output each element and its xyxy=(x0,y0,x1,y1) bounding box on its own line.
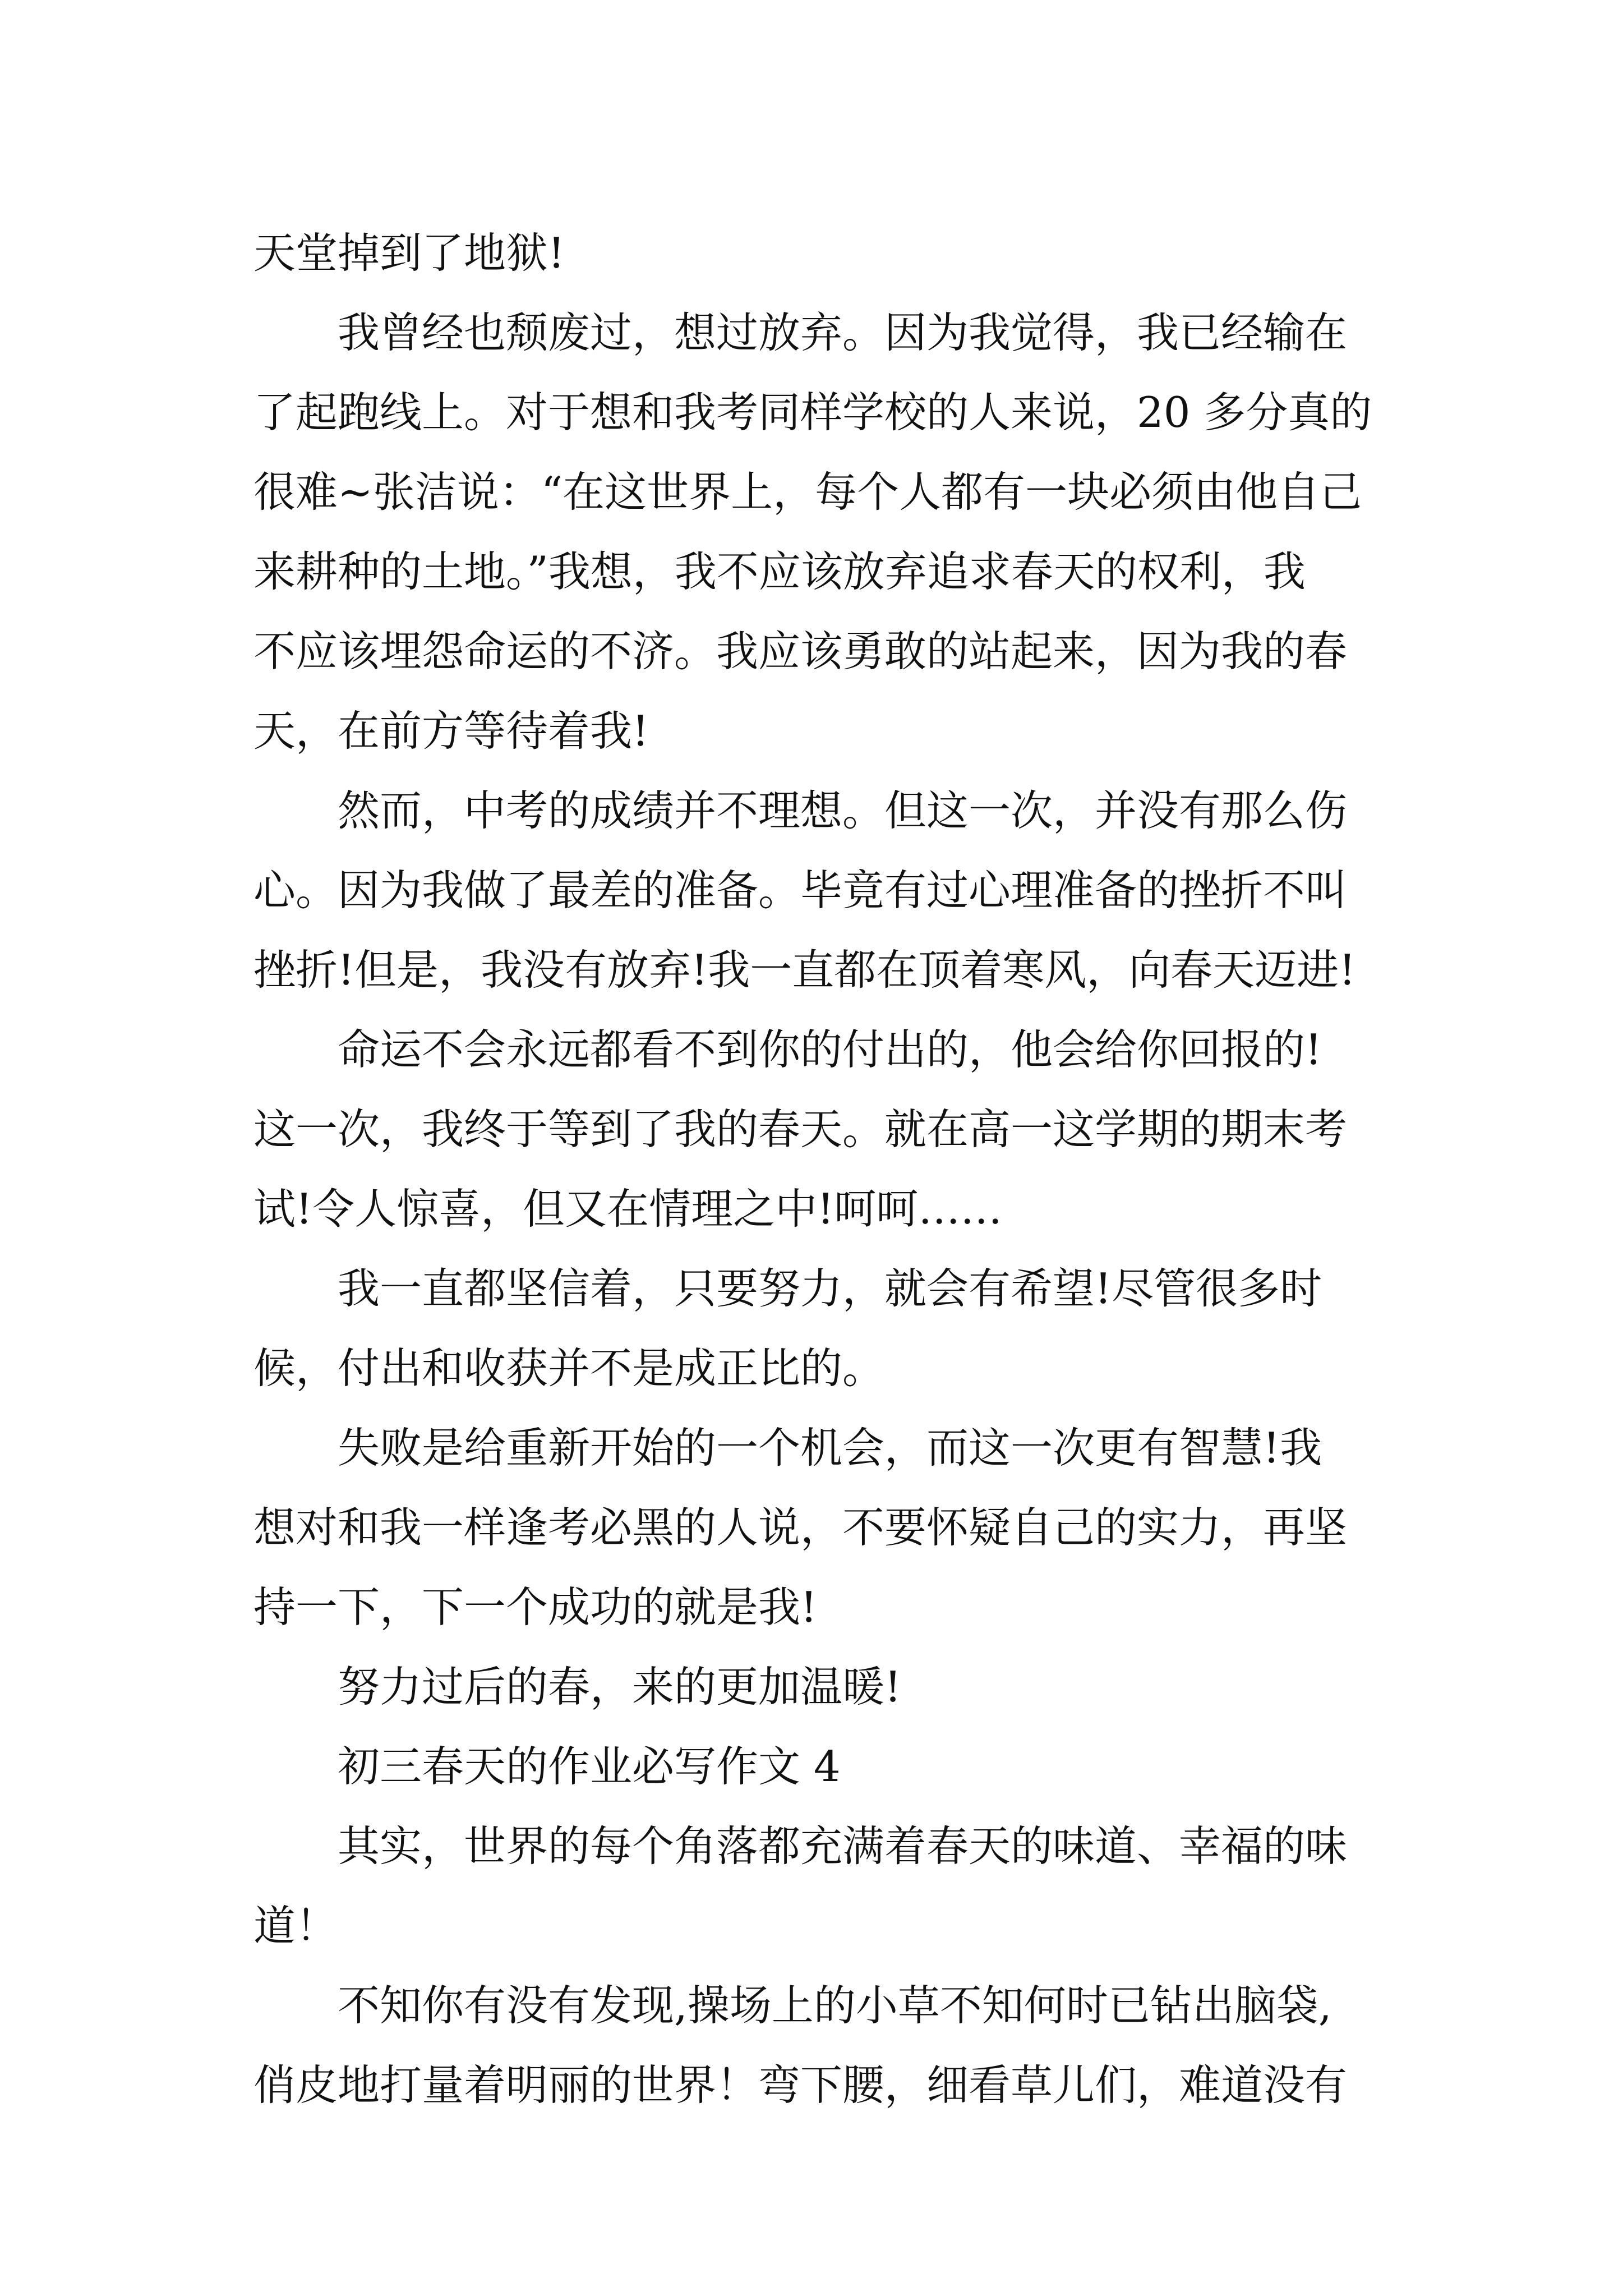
text-line: 这一次，我终于等到了我的春天。就在高一这学期的期末考 xyxy=(253,1105,1348,1154)
text-line: 然而，中考的成绩并不理想。但这一次，并没有那么伤 xyxy=(338,786,1348,835)
text-line: 道！ xyxy=(253,1901,338,1950)
section-heading: 初三春天的作业必写作文 4 xyxy=(338,1742,841,1791)
body-text xyxy=(253,213,1375,2125)
text-line: 天，在前方等待着我! xyxy=(253,706,649,756)
text-line: 试!令人惊喜，但又在情理之中!呵呵…… xyxy=(253,1184,1003,1234)
text-line: 了起跑线上。对于想和我考同样学校的人来说，20 多分真的 xyxy=(253,388,1372,437)
text-line: 我曾经也颓废过，想过放弃。因为我觉得，我已经输在 xyxy=(338,308,1348,357)
text-line: 心。因为我做了最差的准备。毕竟有过心理准备的挫折不叫 xyxy=(253,866,1348,915)
text-line: 天堂掉到了地狱! xyxy=(253,228,565,278)
text-line: 候，付出和收获并不是成正比的。 xyxy=(253,1343,885,1393)
text-line: 不应该埋怨命运的不济。我应该勇敢的站起来，因为我的春 xyxy=(253,627,1348,676)
text-line: 俏皮地打量着明丽的世界！弯下腰，细看草儿们，难道没有 xyxy=(253,2060,1348,2110)
text-line: 我一直都坚信着，只要努力，就会有希望!尽管很多时 xyxy=(338,1264,1322,1313)
text-line: 很难~张洁说：“在这世界上，每个人都有一块必须由他自己 xyxy=(253,467,1362,517)
text-line: 来耕种的土地。”我想，我不应该放弃追求春天的权利，我 xyxy=(253,547,1306,596)
text-line: 挫折!但是，我没有放弃!我一直都在顶着寒风，向春天迈进! xyxy=(253,945,1356,995)
text-line: 想对和我一样逢考必黑的人说，不要怀疑自己的实力，再坚 xyxy=(253,1503,1348,1552)
text-line: 努力过后的春，来的更加温暖! xyxy=(338,1662,902,1711)
text-line: 失败是给重新开始的一个机会，而这一次更有智慧!我 xyxy=(338,1423,1322,1473)
text-line: 命运不会永远都看不到你的付出的，他会给你回报的! xyxy=(338,1025,1322,1074)
text-line: 不知你有没有发现,操场上的小草不知何时已钻出脑袋, xyxy=(338,1981,1332,2030)
text-line: 持一下，下一个成功的就是我! xyxy=(253,1582,818,1632)
text-line: 其实，世界的每个角落都充满着春天的味道、幸福的味 xyxy=(338,1821,1348,1871)
